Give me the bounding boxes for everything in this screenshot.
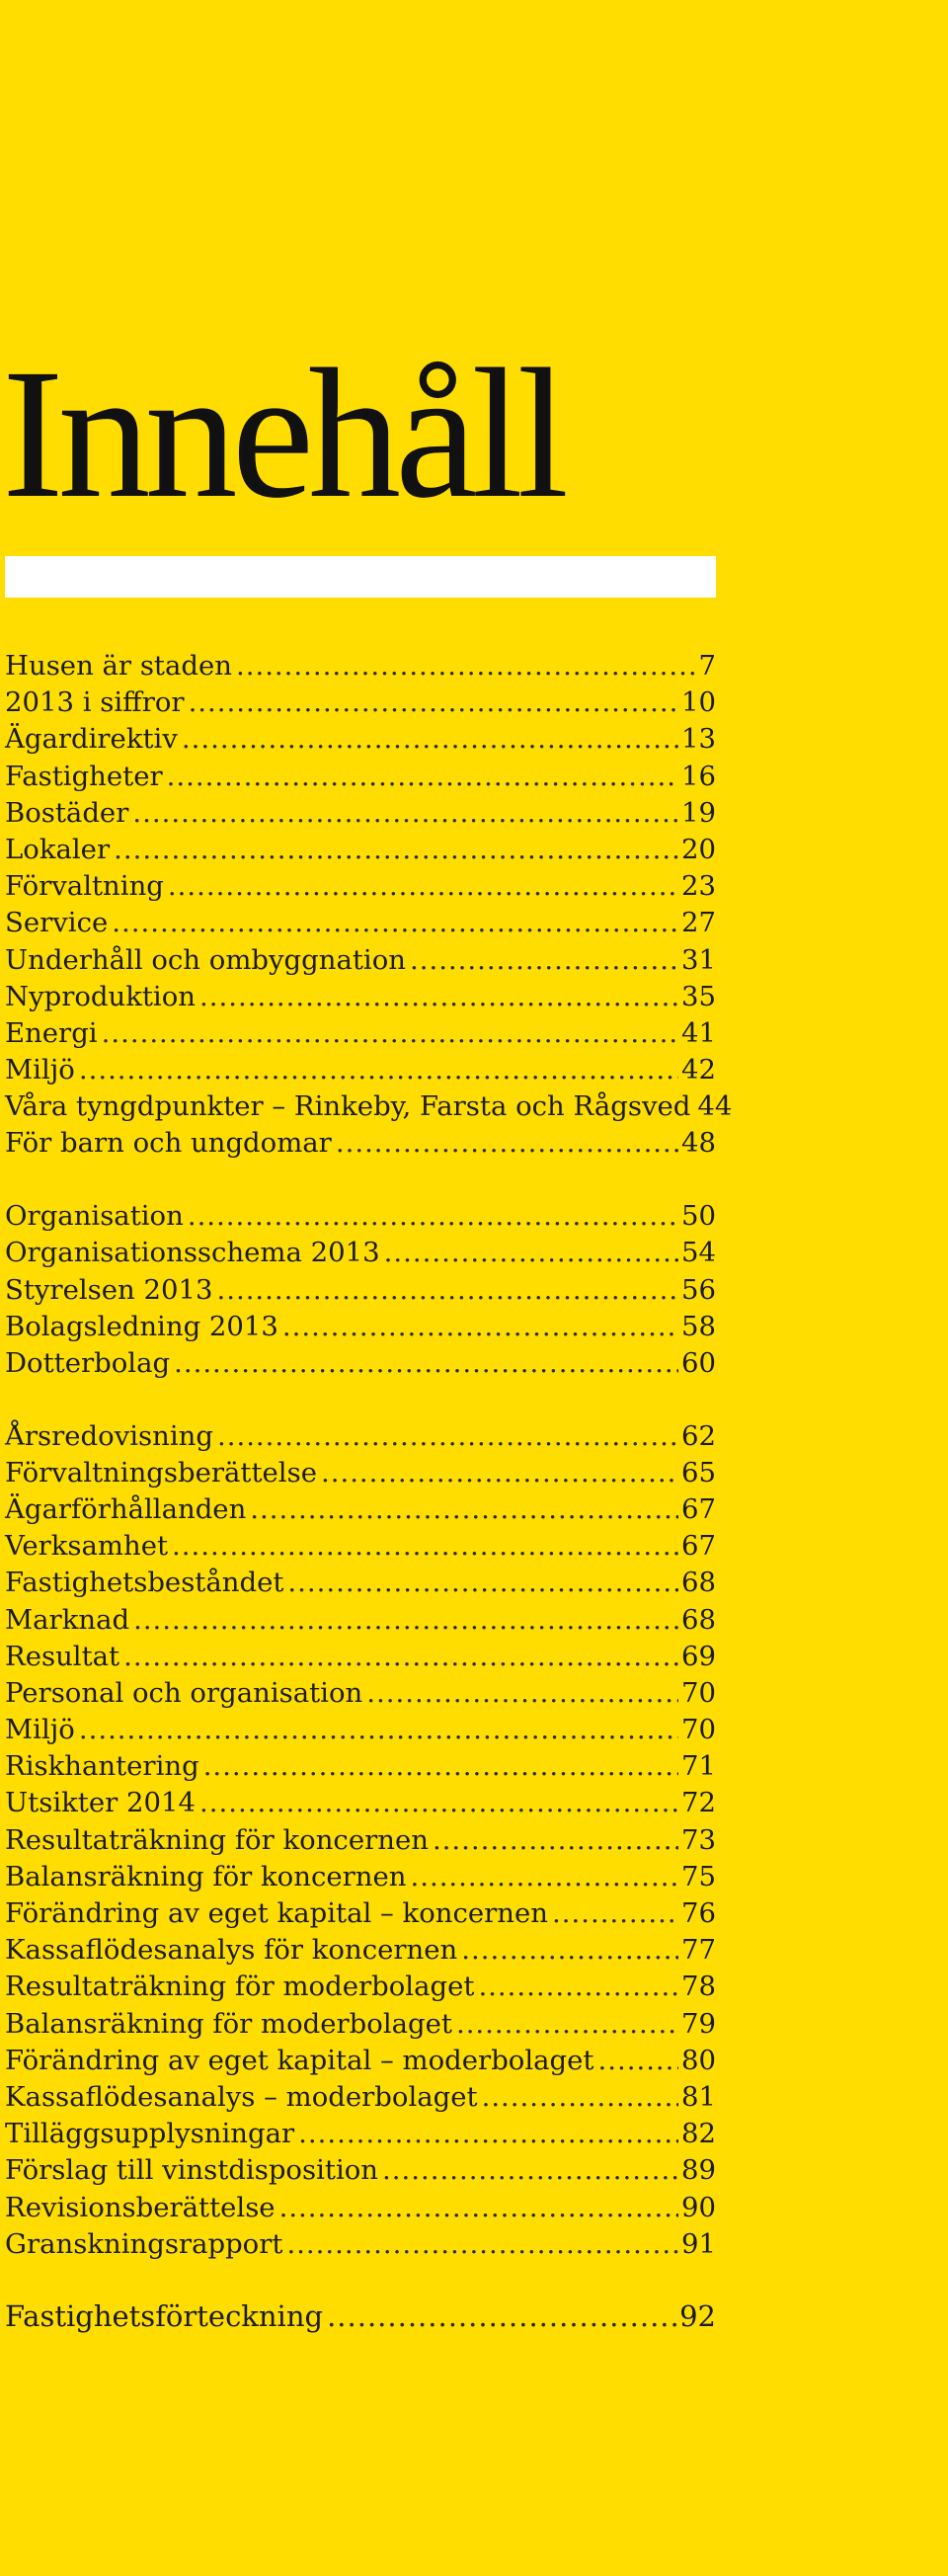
- toc-entry-page-number: 41: [681, 1016, 716, 1049]
- toc-entry-page-number: 65: [681, 1456, 716, 1489]
- toc-entry-page-number: 80: [681, 2044, 716, 2076]
- toc-dot-leader: [597, 2043, 678, 2079]
- toc-entry[interactable]: [5, 721, 716, 758]
- toc-entry[interactable]: [5, 1675, 716, 1712]
- toc-dot-leader: [286, 2226, 678, 2263]
- toc-entry-page-number: 20: [681, 833, 716, 865]
- toc-entry-label: Ägardirektiv: [5, 723, 178, 756]
- toc-dot-leader: [132, 795, 678, 832]
- toc-entry-page-number: 19: [681, 796, 716, 829]
- toc-entry[interactable]: [5, 1235, 716, 1271]
- toc-entry-label: Förvaltning: [5, 870, 164, 903]
- toc-entry[interactable]: [5, 1602, 716, 1639]
- toc-entry-label: Husen är staden: [5, 650, 232, 682]
- toc-entry-page-number: 91: [681, 2227, 716, 2260]
- toc-entry-label: Underhåll och ombyggnation: [5, 943, 406, 976]
- toc-entry-page-number: 69: [681, 1640, 716, 1672]
- toc-entry-label: Verksamhet: [5, 1530, 169, 1563]
- toc-entry-page-number: 44: [697, 1090, 733, 1123]
- toc-entry[interactable]: [5, 1455, 716, 1491]
- toc-entry-page-number: 7: [698, 650, 716, 682]
- title-divider-bar: [5, 556, 716, 598]
- toc-entry-page-number: 67: [681, 1492, 716, 1525]
- toc-entry[interactable]: [5, 2116, 716, 2152]
- toc-dot-leader: [250, 1491, 678, 1528]
- toc-dot-leader: [384, 1235, 678, 1271]
- toc-entry[interactable]: [5, 1418, 716, 1455]
- toc-entry[interactable]: [5, 1528, 716, 1565]
- toc-entry[interactable]: [5, 1309, 716, 1345]
- toc-entry-page-number: 54: [681, 1237, 716, 1269]
- toc-entry-label: Service: [5, 907, 109, 939]
- toc-entry-label: Förvaltningsberättelse: [5, 1456, 317, 1489]
- page-title: Innehåll: [2, 330, 563, 536]
- toc-entry-page-number: 60: [681, 1346, 716, 1379]
- toc-dot-leader: [482, 2079, 678, 2116]
- toc-dot-leader: [114, 832, 678, 868]
- toc-dot-leader: [102, 1015, 678, 1052]
- toc-entry-page-number: 81: [681, 2080, 716, 2113]
- toc-entry[interactable]: [5, 1272, 716, 1309]
- toc-entry-label: Fastighetsförteckning: [5, 2299, 324, 2334]
- toc-dot-leader: [279, 2190, 678, 2226]
- toc-entry[interactable]: [5, 2043, 716, 2079]
- toc-dot-leader: [199, 979, 678, 1015]
- toc-entry[interactable]: [5, 2226, 716, 2263]
- toc-entry[interactable]: [5, 1125, 716, 1162]
- toc-entry-page-number: 58: [681, 1310, 716, 1342]
- toc-entry[interactable]: [5, 942, 716, 979]
- toc-section: [5, 2298, 716, 2335]
- toc-entry-label: Bostäder: [5, 796, 129, 829]
- toc-entry-page-number: 70: [681, 1676, 716, 1709]
- toc-entry-label: Tilläggsupplysningar: [5, 2118, 295, 2150]
- toc-entry-label: Organisationsschema 2013: [5, 1237, 380, 1269]
- toc-entry[interactable]: [5, 1712, 716, 1748]
- toc-entry[interactable]: [5, 684, 716, 721]
- toc-dot-leader: [282, 1309, 678, 1345]
- toc-dot-leader: [478, 1969, 678, 2005]
- toc-dot-leader: [199, 1785, 678, 1821]
- toc-dot-leader: [168, 868, 678, 905]
- table-of-contents: [5, 648, 733, 2372]
- toc-entry-label: Organisation: [5, 1200, 184, 1233]
- toc-entry-page-number: 50: [681, 1200, 716, 1233]
- toc-dot-leader: [433, 1822, 678, 1859]
- toc-dot-leader: [174, 1345, 678, 1382]
- toc-entry-label: Kassaflödesanalys – moderbolaget: [5, 2080, 478, 2113]
- toc-entry[interactable]: [5, 1015, 716, 1052]
- toc-entry-page-number: 70: [681, 1714, 716, 1746]
- toc-entry-page-number: 16: [681, 760, 716, 792]
- toc-entry[interactable]: [5, 1565, 716, 1601]
- toc-entry[interactable]: [5, 1969, 716, 2005]
- toc-entry[interactable]: [5, 759, 716, 795]
- toc-section: [5, 1198, 716, 1382]
- toc-entry-page-number: 10: [681, 686, 716, 719]
- toc-entry-label: Förändring av eget kapital – moderbolaget: [5, 2044, 594, 2076]
- toc-entry-page-number: 27: [681, 907, 716, 939]
- toc-entry-label: Nyproduktion: [5, 980, 196, 1012]
- toc-entry[interactable]: [5, 1932, 716, 1969]
- toc-entry-page-number: 62: [681, 1419, 716, 1452]
- toc-entry[interactable]: [5, 2190, 716, 2226]
- toc-entry-page-number: 79: [681, 2007, 716, 2040]
- toc-entry-label: Energi: [5, 1016, 98, 1049]
- toc-entry-page-number: 90: [681, 2191, 716, 2223]
- toc-entry[interactable]: [5, 795, 716, 832]
- toc-entry-label: Miljö: [5, 1054, 75, 1087]
- toc-entry-page-number: 68: [681, 1567, 716, 1599]
- toc-dot-leader: [287, 1565, 678, 1601]
- toc-entry-page-number: 23: [681, 870, 716, 903]
- toc-entry[interactable]: [5, 1639, 716, 1675]
- toc-dot-leader: [182, 721, 678, 758]
- toc-entry-label: Resultaträkning för koncernen: [5, 1823, 429, 1856]
- toc-dot-leader: [456, 2006, 678, 2043]
- toc-dot-leader: [410, 942, 678, 979]
- toc-entry-label: Styrelsen 2013: [5, 1273, 213, 1306]
- toc-entry[interactable]: [5, 2152, 716, 2189]
- toc-entry[interactable]: [5, 1859, 716, 1895]
- toc-dot-leader: [216, 1272, 678, 1309]
- toc-dot-leader: [327, 2298, 676, 2335]
- toc-entry-label: Revisionsberättelse: [5, 2191, 276, 2223]
- toc-entry-page-number: 76: [681, 1897, 716, 1929]
- toc-dot-leader: [410, 1859, 678, 1895]
- toc-dot-leader: [382, 2152, 678, 2189]
- toc-entry-label: Ägarförhållanden: [5, 1492, 247, 1525]
- toc-entry-label: Riskhantering: [5, 1750, 199, 1783]
- toc-entry[interactable]: [5, 1748, 716, 1785]
- toc-entry[interactable]: [5, 979, 716, 1015]
- toc-entry-label: Kassaflödesanalys för koncernen: [5, 1934, 458, 1967]
- toc-entry[interactable]: [5, 868, 716, 905]
- toc-entry-label: Personal och organisation: [5, 1676, 363, 1709]
- toc-dot-leader: [189, 684, 678, 721]
- toc-entry-page-number: 71: [681, 1750, 716, 1783]
- toc-entry-label: Bolagsledning 2013: [5, 1310, 278, 1342]
- toc-dot-leader: [123, 1639, 678, 1675]
- toc-entry-label: Utsikter 2014: [5, 1787, 196, 1819]
- toc-entry-page-number: 42: [681, 1054, 716, 1087]
- toc-dot-leader: [112, 905, 678, 941]
- toc-dot-leader: [79, 1712, 678, 1748]
- toc-entry-label: Årsredovisning: [5, 1419, 213, 1452]
- toc-entry-label: För barn och ungdomar: [5, 1127, 332, 1160]
- toc-dot-leader: [133, 1602, 678, 1639]
- toc-entry-label: Lokaler: [5, 833, 111, 865]
- toc-entry[interactable]: [5, 1491, 716, 1528]
- toc-entry[interactable]: [5, 1895, 716, 1932]
- toc-dot-leader: [167, 759, 678, 795]
- toc-entry-label: Fastigheter: [5, 760, 163, 792]
- toc-entry[interactable]: [5, 1345, 716, 1382]
- toc-entry[interactable]: [5, 1198, 716, 1235]
- toc-entry[interactable]: [5, 2006, 716, 2043]
- toc-entry-label: Förslag till vinstdisposition: [5, 2154, 379, 2187]
- toc-entry[interactable]: [5, 1052, 716, 1088]
- toc-entry-page-number: 48: [681, 1127, 716, 1160]
- toc-dot-leader: [552, 1895, 678, 1932]
- toc-dot-leader: [188, 1198, 678, 1235]
- toc-dot-leader: [336, 1125, 678, 1162]
- toc-entry[interactable]: [5, 1088, 733, 1125]
- toc-entry-label: Balansräkning för koncernen: [5, 1860, 407, 1892]
- toc-entry[interactable]: [5, 832, 716, 868]
- toc-entry-page-number: 35: [681, 980, 716, 1012]
- toc-entry-label: Resultaträkning för moderbolaget: [5, 1971, 475, 2003]
- toc-entry-page-number: 67: [681, 1530, 716, 1563]
- toc-entry[interactable]: [5, 2298, 716, 2335]
- toc-entry-label: Förändring av eget kapital – koncernen: [5, 1897, 548, 1929]
- toc-entry-page-number: 72: [681, 1787, 716, 1819]
- toc-entry[interactable]: [5, 648, 716, 684]
- toc-entry-page-number: 75: [681, 1860, 716, 1892]
- toc-entry-page-number: 77: [681, 1934, 716, 1967]
- toc-entry-label: Marknad: [5, 1603, 130, 1636]
- toc-entry-page-number: 31: [681, 943, 716, 976]
- toc-section: [5, 1418, 716, 2263]
- toc-dot-leader: [217, 1418, 678, 1455]
- toc-dot-leader: [203, 1748, 678, 1785]
- toc-entry-page-number: 92: [679, 2299, 716, 2334]
- toc-entry-page-number: 68: [681, 1603, 716, 1636]
- toc-dot-leader: [321, 1455, 678, 1491]
- toc-entry[interactable]: [5, 905, 716, 941]
- toc-dot-leader: [366, 1675, 678, 1712]
- toc-entry-label: Balansräkning för moderbolaget: [5, 2007, 452, 2040]
- toc-entry-page-number: 82: [681, 2118, 716, 2150]
- toc-entry-page-number: 13: [681, 723, 716, 756]
- toc-entry-page-number: 56: [681, 1273, 716, 1306]
- toc-entry-page-number: 73: [681, 1823, 716, 1856]
- toc-entry-label: 2013 i siffror: [5, 686, 185, 719]
- toc-entry-page-number: 78: [681, 1971, 716, 2003]
- toc-dot-leader: [236, 648, 696, 684]
- toc-entry-label: Granskningsrapport: [5, 2227, 283, 2260]
- toc-section: [5, 648, 733, 1163]
- toc-dot-leader: [79, 1052, 678, 1088]
- toc-dot-leader: [461, 1932, 678, 1969]
- toc-entry[interactable]: [5, 2079, 716, 2116]
- toc-entry-label: Dotterbolag: [5, 1346, 171, 1379]
- toc-dot-leader: [298, 2116, 678, 2152]
- toc-entry-label: Våra tyngdpunkter – Rinkeby, Farsta och Rågsved: [5, 1090, 691, 1123]
- toc-entry[interactable]: [5, 1822, 716, 1859]
- toc-dot-leader: [172, 1528, 678, 1565]
- toc-entry-label: Fastighetsbeståndet: [5, 1567, 284, 1599]
- toc-entry-page-number: 89: [681, 2154, 716, 2187]
- toc-entry-label: Miljö: [5, 1714, 75, 1746]
- toc-entry[interactable]: [5, 1785, 716, 1821]
- toc-entry-label: Resultat: [5, 1640, 120, 1672]
